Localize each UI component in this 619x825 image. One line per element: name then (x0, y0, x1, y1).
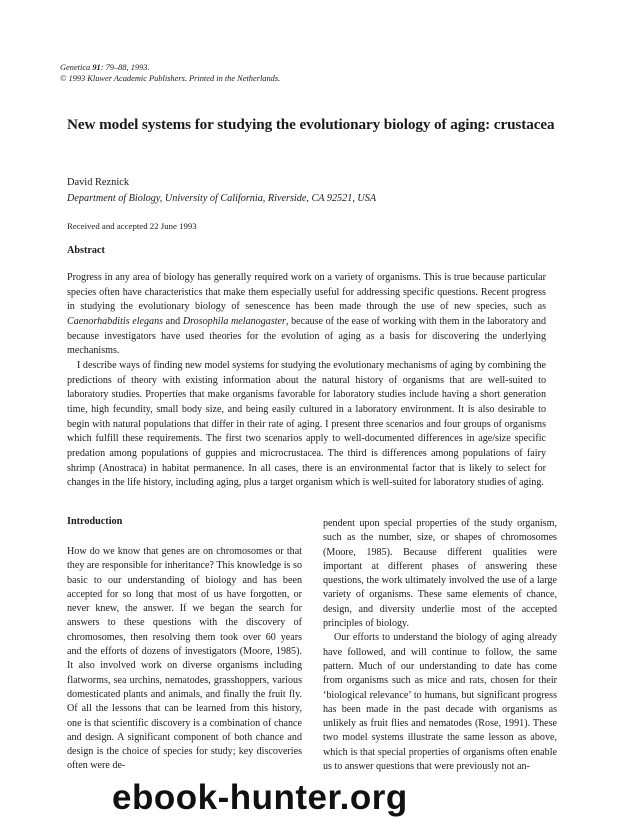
right-column (323, 517, 557, 820)
species-name: Caenorhabditis elegans (67, 315, 164, 327)
body-paragraph: How do we know that genes are on chromosomes or that they are responsible for inheritance? This knowledge is so basic to our understanding of biology and has been accepted for so long that most of us have forgotten, or never knew, the answer. If we began the search for answers to these questions with the discovery of chromosomes, then resolving them took over 60 years and the efforts of dozens of investigators (Moore, 1985). It also involved work on diverse organisms including flatworms, sea urchins, nematodes, grasshoppers, various domesticated plants and animals, and finally the fruit fly. Of all the lessons that can be learned from this history, one is that scientific discovery is a combination of chance and design. A significant component of both chance and design is the choice of species for study; key discoveries often were de- (67, 546, 302, 772)
abstract-body (67, 271, 546, 491)
body-paragraph: Our efforts to understand the biology of aging already have followed, and will continue to follow, the same pattern. Much of our understanding to date has come from organisms such as mice and rats, chosen for their ‘biological relevance’ to humans, but significant progress has been made in the past decade with organisms as unlikely as fruit flies and nematodes (Rose, 1991). These two model systems illustrate the same lesson as above, which is that special properties of organisms often enable us to answer questions that were previously not an- (323, 632, 557, 773)
journal-citation: Genetica 91: 79–88, 1993. © 1993 Kluwer Academic Publishers. Printed in the Netherlands. (60, 63, 281, 83)
body-paragraph: pendent upon special properties of the study organism, such as the number, size, or shapes of chromosomes (Moore, 1985). Because different qualities were important at different phases of answering these questions, the work ultimately involved the use of a large variety of organisms. These same elements of chance, design, and diversity underlie most of the accepted principles of biology. (323, 518, 557, 630)
paper-title: New model systems for studying the evolutionary biology of aging: crustacea (67, 116, 555, 133)
abstract-paragraph: I describe ways of finding new model systems for studying the evolutionary mechanisms of aging by combining the predictions of theory with existing information about the natural history of organisms that are well-suited to laboratory studies. Properties that make organisms favorable for laboratory studies include having a short generation time, high fecundity, small body size, and being easily cultured in a laboratory environment. It is also desirable to begin with natural populations that differ in their rate of aging. I present three scenarios and four groups of organisms which fulfill these requirements. The first two scenarios apply to well-documented differences in age/size specific predation among populations of guppies and microcrustacea. The third is differences among populations of fairy shrimp (Anostraca) in habitat permanence. In all cases, there is an environmental factor that is likely to select for changes in the life history, including aging, plus a target organism which is well-suited for laboratory studies of aging. (67, 359, 546, 489)
author-name: David Reznick (67, 177, 130, 188)
abstract-paragraph: Progress in any area of biology has generally required work on a variety of organisms. This is true because particular species often have characteristics that make them especially useful for addressing specific questions. Recent progress in studying the evolutionary biology of senescence has been made through the use of new species, such as Caenorhabditis elegans and Drosophila melanogaster, because of the ease of working with them in the laboratory and because investigators have used theories for the evolution of aging as a basis for discovering the underlying mechanisms. (67, 272, 546, 357)
abstract-heading: Abstract (67, 245, 105, 256)
received-date: Received and accepted 22 June 1993 (67, 221, 197, 231)
species-name: Drosophila melanogaster (182, 315, 286, 327)
watermark-text: ebook-hunter.org (112, 778, 408, 817)
copyright-line: © 1993 Kluwer Academic Publishers. Printed in the Netherlands. (60, 74, 281, 83)
introduction-heading: Introduction (67, 516, 123, 527)
author-affiliation: Department of Biology, University of California, Riverside, CA 92521, USA (67, 193, 377, 204)
